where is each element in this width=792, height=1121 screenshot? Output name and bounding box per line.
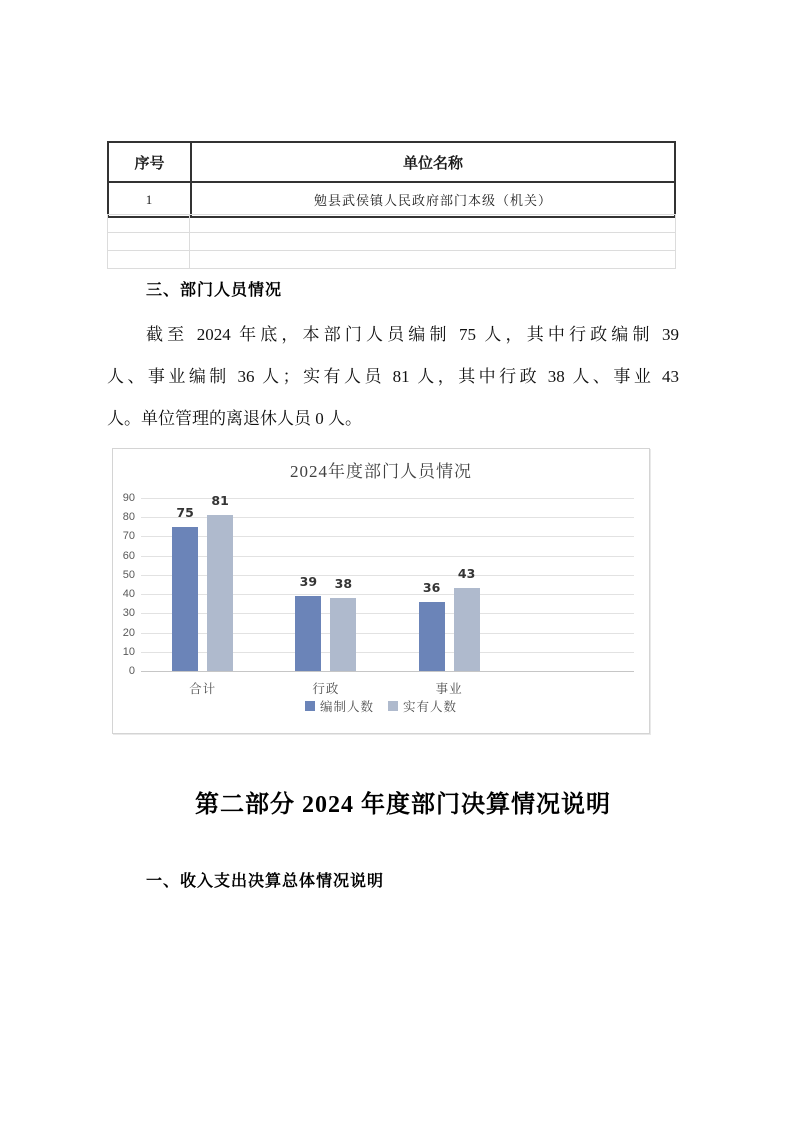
data-label: 43 [457, 566, 476, 582]
section-heading-budget-summary: 一、收入支出决算总体情况说明 [146, 873, 385, 890]
legend-swatch-icon [305, 701, 315, 711]
y-axis-tick-label: 60 [122, 549, 135, 562]
y-axis-tick-label: 90 [122, 492, 135, 504]
bar-编制人数-行政 [295, 596, 321, 671]
unit-table [107, 141, 676, 218]
bar-实有人数-合计 [207, 515, 233, 671]
y-axis-tick-label: 10 [122, 645, 135, 658]
paragraph-line: 人、事业编制 36 人；实有人员 81 人，其中行政 38 人、事业 43 [107, 367, 679, 386]
y-axis-tick-label: 40 [122, 588, 135, 601]
personnel-paragraph [107, 314, 679, 440]
chart-title: 2024年度部门人员情况 [290, 462, 472, 481]
paragraph-line: 人。单位管理的离退休人员 0 人。 [107, 409, 362, 428]
y-axis-tick-label: 0 [128, 665, 135, 677]
cell-index: 1 [108, 182, 191, 217]
chart-plot-area [122, 492, 634, 696]
data-label: 39 [299, 574, 318, 590]
y-axis-tick-label: 30 [122, 607, 135, 620]
legend-item-编制人数 [305, 697, 374, 715]
table-header-row [108, 142, 675, 182]
chart-legend [113, 697, 649, 715]
legend-label: 实有人数 [403, 700, 458, 714]
cell-unit-name: 勉县武侯镇人民政府部门本级（机关） [191, 182, 675, 217]
section-heading-personnel: 三、部门人员情况 [146, 282, 283, 299]
empty-rows-table [107, 214, 676, 269]
y-axis-tick-label: 20 [122, 626, 135, 639]
gridline-0 [141, 671, 634, 672]
empty-row [108, 215, 676, 233]
table-row [108, 182, 675, 217]
legend-swatch-icon [388, 701, 398, 711]
header-cell-unit-name: 单位名称 [191, 142, 675, 182]
legend-label: 编制人数 [319, 700, 374, 714]
bar-编制人数-合计 [172, 527, 198, 671]
data-label: 38 [334, 575, 353, 591]
personnel-bar-chart [112, 448, 650, 734]
bar-实有人数-事业 [454, 588, 480, 671]
bar-编制人数-事业 [419, 602, 445, 671]
category-label-行政: 行政 [312, 682, 340, 696]
y-axis-tick-label: 80 [122, 511, 135, 524]
header-cell-index: 序号 [108, 142, 191, 182]
paragraph-line: 截至 2024 年底，本部门人员编制 75 人，其中行政编制 39 [146, 325, 679, 344]
bar-实有人数-行政 [330, 598, 356, 671]
data-label: 75 [176, 504, 194, 520]
empty-row [108, 233, 676, 251]
category-label-合计: 合计 [189, 682, 217, 696]
empty-row [108, 251, 676, 269]
y-axis-tick-label: 50 [122, 568, 135, 581]
part2-heading: 第二部分 2024 年度部门决算情况说明 [195, 792, 611, 818]
y-axis-tick-label: 70 [122, 530, 135, 543]
data-label: 36 [422, 579, 441, 595]
category-label-事业: 事业 [435, 682, 463, 696]
data-label: 81 [211, 493, 229, 509]
legend-item-实有人数 [388, 697, 457, 715]
